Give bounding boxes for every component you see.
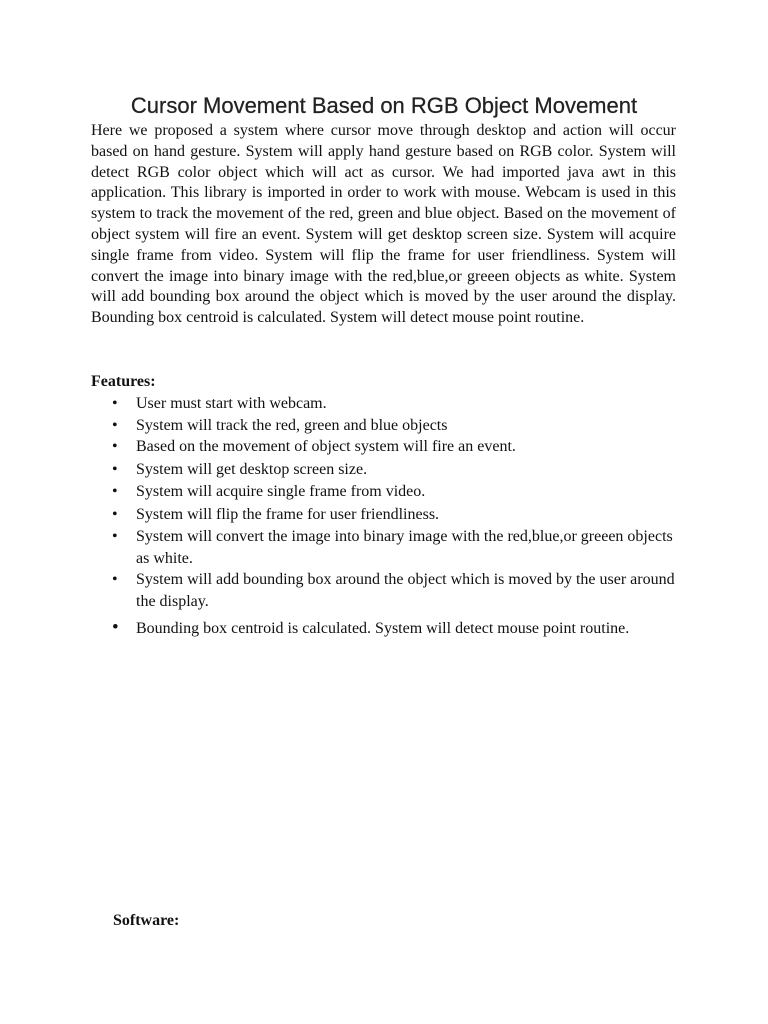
bullet-icon: • [112,571,118,588]
software-heading: Software: [113,912,180,929]
list-item-text: User must start with webcam. [136,395,327,412]
bullet-icon: • [112,438,118,455]
list-item-text: System will acquire single frame from video. [136,483,426,500]
list-item [112,436,678,458]
list-item [112,504,678,526]
bullet-icon: • [112,461,118,478]
bullet-icon: • [112,417,118,434]
bullet-icon: • [112,506,118,523]
list-item-text: System will convert the image into binary image with the red,blue,or greeen objects as white. [136,528,673,567]
features-heading: Features: [91,373,156,390]
list-item-text: System will add bounding box around the object which is moved by the user around the display. [136,571,675,610]
list-item [112,569,678,612]
list-item [112,618,678,640]
list-item-text: System will track the red, green and blue objects [136,417,448,434]
document-title: Cursor Movement Based on RGB Object Movement [130,93,638,118]
bullet-icon: • [112,617,119,638]
list-item-text: System will flip the frame for user friendliness. [136,506,440,523]
list-item [112,393,678,415]
list-item-text: System will get desktop screen size. [136,461,368,478]
list-item-text: Based on the movement of object system will fire an event. [136,438,516,455]
bullet-icon: • [112,483,118,500]
bullet-icon: • [112,528,118,545]
list-item [112,415,678,437]
list-item [112,481,678,503]
list-item [112,459,678,481]
intro-paragraph: Here we proposed a system where cursor move through desktop and action will occur based on hand gesture. System will apply hand gesture based on RGB color. System will detect RGB color object which will act as cursor. We had imported java awt in this application. This library is imported in order to work with mouse. Webcam is used in this system to track the movement of the red, green and blue object. Based on the movement of object system will fire an event. System will get desktop screen size. System will acquire single frame from video. System will flip the frame for user friendliness. System will convert the image into binary image with the red,blue,or greeen objects as white. System will add bounding box around the object which is moved by the user around the display. Bounding box centroid is calculated. System will detect mouse point routine. [91,122,676,327]
list-item-text: Bounding box centroid is calculated. System will detect mouse point routine. [136,620,630,637]
bullet-icon: • [112,395,118,412]
list-item [112,526,678,569]
